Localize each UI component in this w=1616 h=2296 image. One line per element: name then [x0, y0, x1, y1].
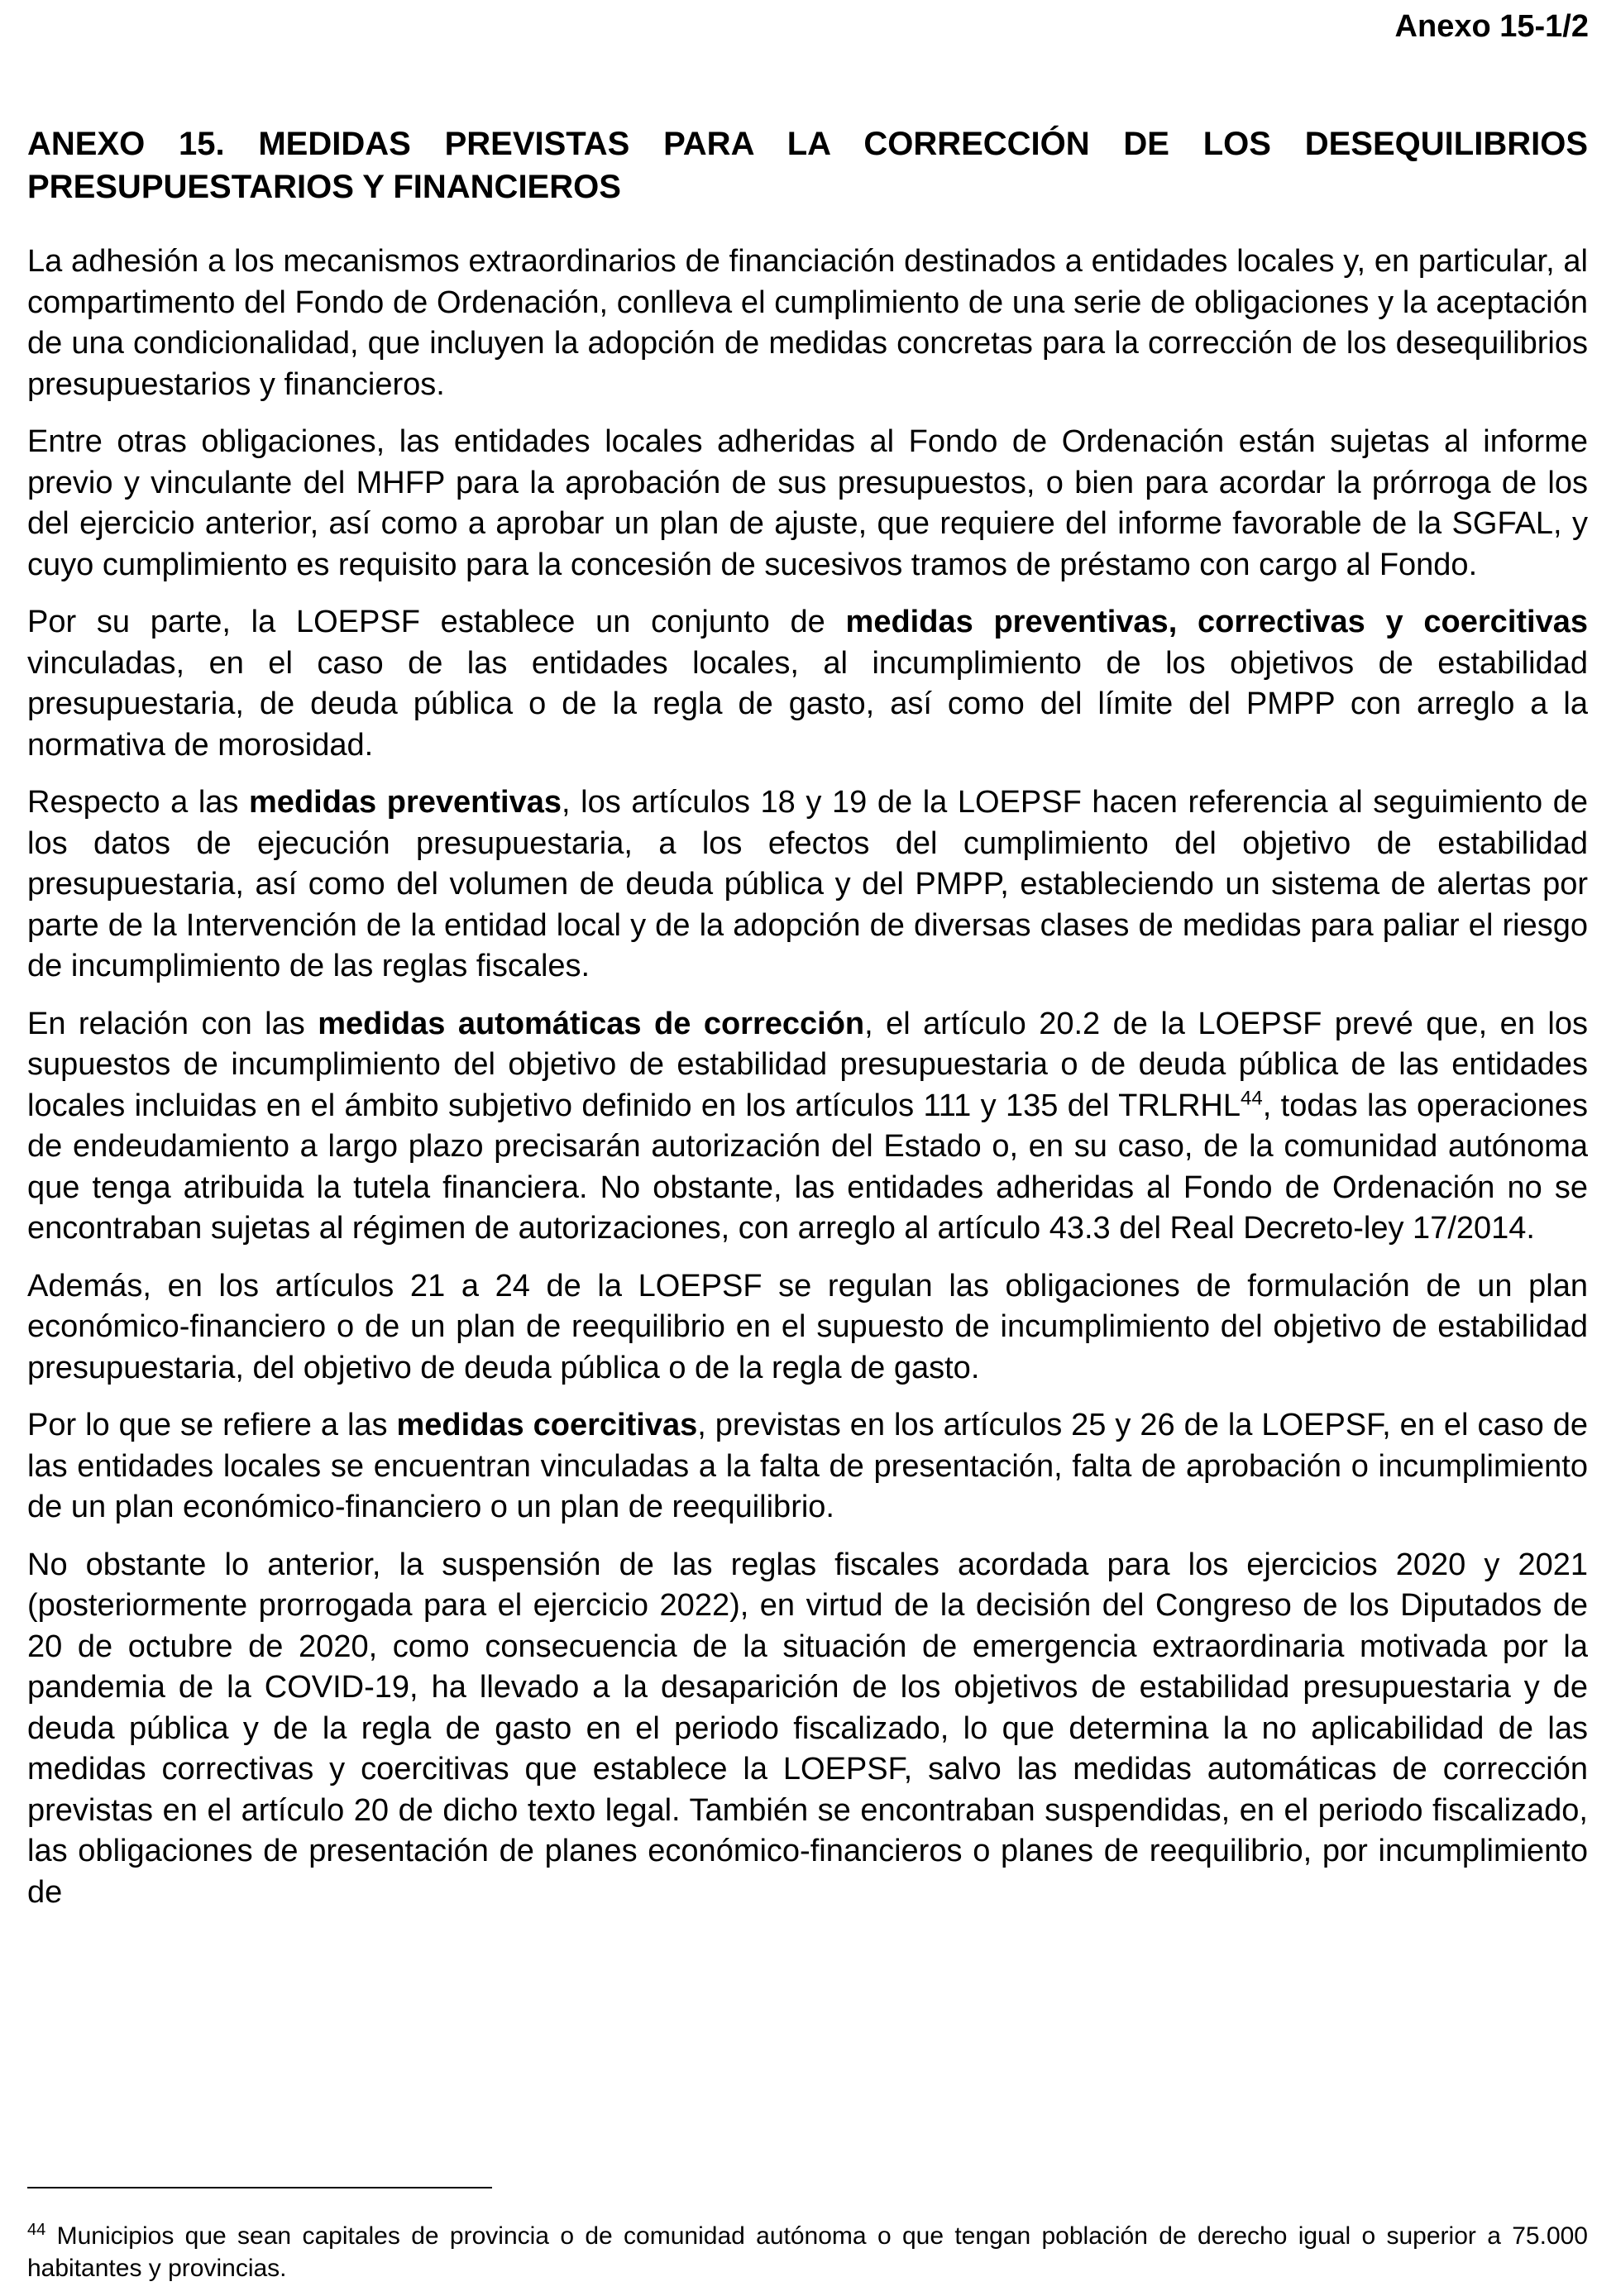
paragraph-3-bold: medidas preventivas, correctivas y coercitivas [845, 605, 1588, 639]
paragraph-4-bold: medidas preventivas [249, 785, 562, 820]
paragraph-4 [27, 782, 1588, 988]
paragraph-5-pre: En relación con las [27, 1006, 318, 1041]
paragraph-5-post: , todas las operaciones de endeudamiento a largo plazo precisarán autorización del Estado o, en su caso, de la comunidad autónoma que tenga atribuida la tutela financiera. No obstante, las entidades adheridas al Fondo de Ordenación no se encontraban sujetas al régimen de autorizaciones, con arreglo al artículo 43.3 del Real Decreto-ley 17/2014. [27, 1088, 1588, 1246]
paragraph-8: No obstante lo anterior, la suspensión de las reglas fiscales acordada para los ejercicios 2020 y 2021 (posteriormente prorrogada para el ejercicio 2022), en virtud de la decisión del Congreso de los Diputados de 20 de octubre de 2020, como consecuencia de la situación de emergencia extraordinaria motivada por la pandemia de la COVID-19, ha llevado a la desaparición de los objetivos de estabilidad presupuestaria y de deuda pública y de la regla de gasto en el periodo fiscalizado, lo que determina la no aplicabilidad de las medidas correctivas y coercitivas que establece la LOEPSF, salvo las medidas automáticas de corrección previstas en el artículo 20 de dicho texto legal. También se encontraban suspendidas, en el periodo fiscalizado, las obligaciones de presentación de planes económico-financieros o planes de reequilibrio, por incumplimiento de [27, 1547, 1588, 1910]
paragraph-1: La adhesión a los mecanismos extraordinarios de financiación destinados a entidades locales y, en particular, al compartimento del Fondo de Ordenación, conlleva el cumplimiento de una serie de obligaciones y la aceptación de una condicionalidad, que incluyen la adopción de medidas concretas para la corrección de los desequilibrios presupuestarios y financieros. [27, 244, 1588, 402]
paragraph-4-post: , los artículos 18 y 19 de la LOEPSF hacen referencia al seguimiento de los datos de ejecución presupuestaria, a los efectos del cumplimiento del objetivo de estabilidad presupuestaria, así como del volumen de deuda pública y del PMPP, estableciendo un sistema de alertas por parte de la Intervención de la entidad local y de la adopción de diversas clases de medidas para paliar el riesgo de incumplimiento de las reglas fiscales. [27, 785, 1588, 983]
body-text [27, 242, 1588, 1930]
paragraph-7 [27, 1405, 1588, 1528]
paragraph-3-post: vinculadas, en el caso de las entidades locales, al incumplimiento de los objetivos de estabilidad presupuestaria, de deuda pública o de la regla de gasto, así como del límite del PMPP con arreglo a la normativa de morosidad. [27, 645, 1588, 763]
footnote-number: 44 [27, 2221, 46, 2239]
paragraph-3-pre: Por su parte, la LOEPSF establece un conjunto de [27, 605, 846, 639]
paragraph-7-bold: medidas coercitivas [396, 1408, 698, 1442]
paragraph-5 [27, 1004, 1588, 1250]
paragraph-5-bold: medidas automáticas de corrección [318, 1006, 865, 1041]
paragraph-3 [27, 602, 1588, 766]
annex-title: ANEXO 15. MEDIDAS PREVISTAS PARA LA CORRECCIÓN DE LOS DESEQUILIBRIOS PRESUPUESTARIOS Y FINANCIEROS [27, 126, 1588, 205]
footnote-reference-44[interactable]: 44 [1241, 1086, 1263, 1109]
paragraph-7-post: , previstas en los artículos 25 y 26 de la LOEPSF, en el caso de las entidades locales se encuentran vinculadas a la falta de presentación, falta de aprobación o incumplimiento de un plan económico-financiero o un plan de reequilibrio. [27, 1408, 1588, 1524]
footnote-separator [27, 2187, 492, 2188]
paragraph-4-pre: Respecto a las [27, 785, 250, 820]
paragraph-6: Además, en los artículos 21 a 24 de la LOEPSF se regulan las obligaciones de formulación de un plan económico-financiero o de un plan de reequilibrio en el supuesto de incumplimiento del objetivo de estabilidad presupuestaria, del objetivo de deuda pública o de la regla de gasto. [27, 1268, 1588, 1385]
paragraph-7-pre: Por lo que se refiere a las [27, 1408, 397, 1442]
annex-page-label: Anexo 15-1/2 [1394, 9, 1589, 44]
paragraph-2: Entre otras obligaciones, las entidades locales adheridas al Fondo de Ordenación están sujetas al informe previo y vinculante del MHFP para la aprobación de sus presupuestos, o bien para acordar la prórroga de los del ejercicio anterior, así como a aprobar un plan de ajuste, que requiere del informe favorable de la SGFAL, y cuyo cumplimiento es requisito para la concesión de sucesivos tramos de préstamo con cargo al Fondo. [27, 424, 1588, 582]
paragraph-5-mid: , el artículo 20.2 de la LOEPSF prevé que, en los supuestos de incumplimiento del objetivo de estabilidad presupuestaria o de deuda pública de las entidades locales incluidas en el ámbito subjetivo definido en los artículos 111 y 135 del TRLRHL [27, 1006, 1588, 1123]
footnote-text: Municipios que sean capitales de provincia o de comunidad autónoma o que tengan población de derecho igual o superior a 75.000 habitantes y provincias. [27, 2222, 1588, 2282]
footnote-44 [27, 2220, 1588, 2284]
